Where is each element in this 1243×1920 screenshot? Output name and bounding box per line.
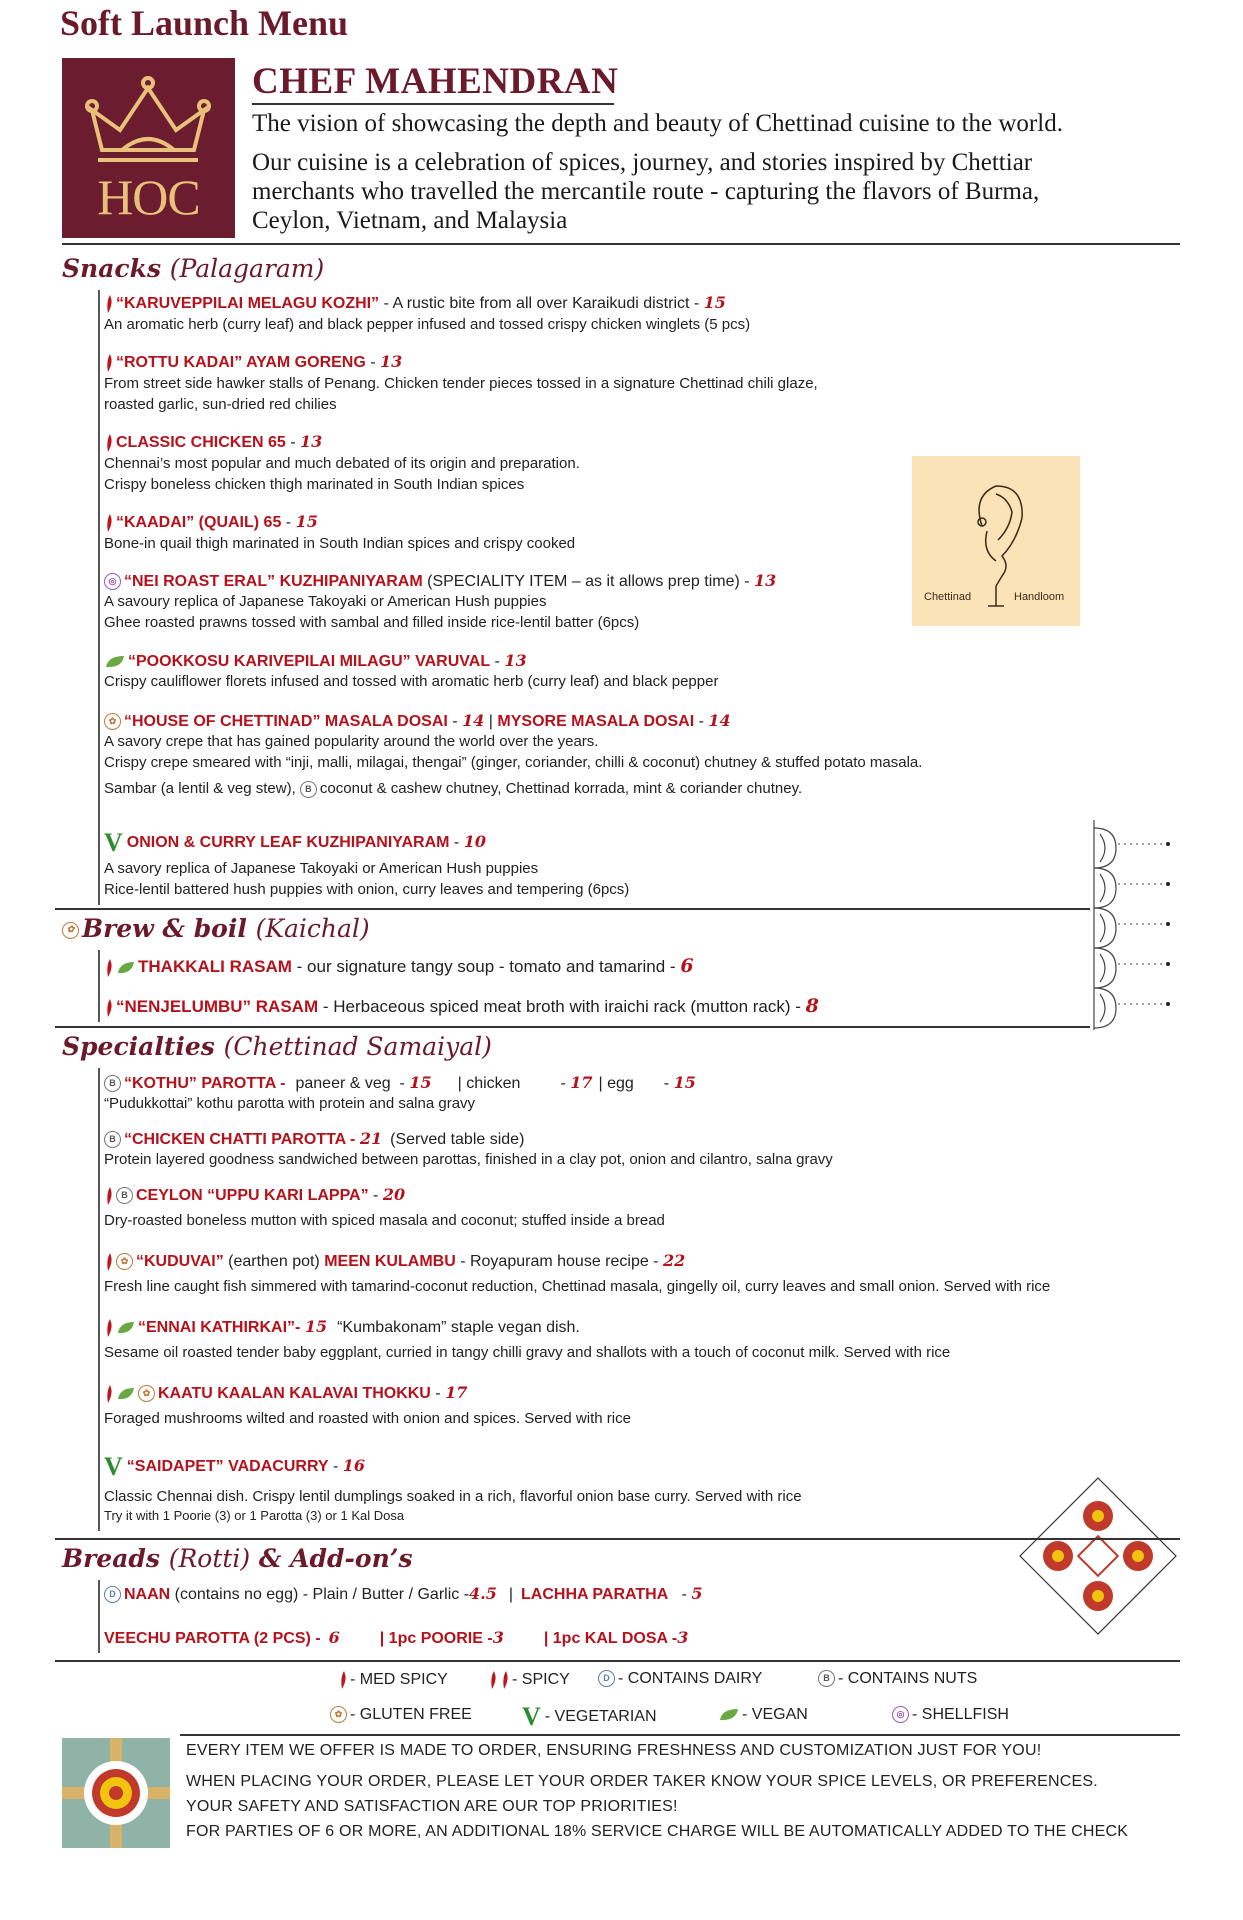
chili-icon: [104, 958, 114, 978]
legend-shellfish: ◎ - SHELLFISH: [892, 1706, 1009, 1724]
nuts-icon: B: [104, 1131, 121, 1148]
legend-med-spicy: - MED SPICY: [338, 1670, 448, 1690]
hoc-logo: [62, 58, 235, 238]
mandala-icon: [62, 1738, 170, 1848]
vegan-leaf-icon: [104, 654, 126, 670]
menu-item: THAKKALI RASAM - our signature tangy soup - tomato and tamarind - 6: [104, 955, 694, 978]
gluten-free-icon: ✿: [116, 1253, 133, 1270]
vegetarian-icon: V: [522, 1702, 541, 1731]
chili-icon: [500, 1670, 510, 1690]
section-bar: [98, 1068, 100, 1531]
mandala-tile: [62, 1738, 170, 1848]
vegan-leaf-icon: [718, 1707, 740, 1723]
menu-item: CLASSIC CHICKEN 65 - 13 Chennai’s most popular and much debated of its origin and preparation. Crispy boneless chicken thigh marinated in South Indian spices: [104, 432, 580, 493]
divider: [55, 1026, 1090, 1028]
vegan-leaf-icon: [116, 960, 136, 976]
menu-item: “KAADAI” (QUAIL) 65 - 15 Bone-in quail thigh marinated in South Indian spices and crispy cooked: [104, 512, 576, 552]
chili-icon: [104, 433, 114, 453]
menu-title: Soft Launch Menu: [60, 3, 349, 43]
section-title-specialties: Specialties (Chettinad Samaiyal): [62, 1032, 492, 1061]
menu-item: B “CHICKEN CHATTI PAROTTA - 21 (Served table side) Protein layered goodness sandwiched between parottas, finished in a clay pot, onion and cilantro, salna gravy: [104, 1129, 833, 1168]
gluten-free-icon: ✿: [104, 713, 121, 730]
footer-notes: EVERY ITEM WE OFFER IS MADE TO ORDER, ENSURING FRESHNESS AND CUSTOMIZATION JUST FOR YOU! WHEN PLACING YOUR ORDER, PLEASE LET YOUR ORDER TAKER KNOW YOUR SPICE LEVELS, OR PREFERENCES. YOUR SAFETY AND SATISFACTION ARE OUR TOP PRIORITIES! FOR PARTIES OF 6 OR MORE, AN ADDITIONAL 18% SERVICE CHARGE WILL BE AUTOMATICALLY ADDED TO THE CHECK: [186, 1742, 1129, 1840]
menu-item: “ENNAI KATHIRKAI”- 15 “Kumbakonam” staple vegan dish. Sesame oil roasted tender baby eggplant, curried in tangy chilli gravy and shallots with a touch of coconut milk. Served with rice: [104, 1317, 951, 1361]
nuts-icon: B: [818, 1670, 835, 1687]
legend-gluten: ✿ - GLUTEN FREE: [330, 1706, 472, 1724]
chili-icon: [104, 1186, 114, 1206]
kolam-decoration: [1018, 1476, 1178, 1636]
menu-item: “KARUVEPPILAI MELAGU KOZHI” - A rustic bite from all over Karaikudi district - 15 An aromatic herb (curry leaf) and black pepper infused and tossed crispy chicken winglets (5 pcs): [104, 293, 751, 333]
vegan-leaf-icon: [116, 1386, 136, 1402]
legend-vegetarian: V - VEGETARIAN: [522, 1702, 657, 1731]
menu-item: “POOKKOSU KARIVEPILAI MILAGU” VARUVAL - 13 Crispy cauliflower florets infused and tossed with aromatic herb (curry leaf) and black pepper: [104, 651, 719, 690]
nuts-icon: B: [104, 1075, 121, 1092]
chettinad-handloom-card: Chettinad Handloom: [912, 456, 1080, 626]
legend-spicy: - SPICY: [488, 1670, 570, 1690]
chef-name: CHEF MAHENDRAN: [252, 61, 619, 102]
gluten-free-icon: ✿: [330, 1706, 347, 1723]
chili-icon: [104, 1318, 114, 1338]
chef-underline: [252, 103, 614, 105]
divider: [55, 1660, 1180, 1662]
menu-item: VEECHU PAROTTA (2 PCS) - 6 | 1pc POORIE -3 | 1pc KAL DOSA -3: [104, 1628, 689, 1647]
section-bar: [98, 950, 100, 1022]
menu-item: ✿ “KUDUVAI” (earthen pot) MEEN KULAMBU - Royapuram house recipe - 22 Fresh line caught fish simmered with tamarind-coconut reduction, Chettinad masala, gingelly oil, curry leaves and small onion. Served with rice: [104, 1251, 1051, 1295]
menu-item: B CEYLON “UPPU KARI LAPPA” - 20 Dry-roasted boneless mutton with spiced masala and coconut; stuffed inside a bread: [104, 1185, 665, 1229]
chili-icon: [104, 353, 114, 373]
chili-icon: [488, 1670, 498, 1690]
vegetarian-icon: V: [104, 828, 123, 857]
divider: [55, 1538, 1180, 1540]
lace-border-decoration: [1086, 820, 1176, 1030]
shellfish-icon: ◎: [892, 1706, 909, 1723]
legend-dairy: D - CONTAINS DAIRY: [598, 1670, 762, 1688]
menu-item: D NAAN (contains no egg) - Plain / Butter / Garlic -4.5 | LACHHA PARATHA - 5: [104, 1584, 703, 1604]
vegetarian-icon: V: [104, 1452, 123, 1481]
menu-item: V “SAIDAPET” VADACURRY - 16 Classic Chennai dish. Crispy lentil dumplings soaked in a rich, flavorful onion base curry. Served with rice Try it with 1 Poorie (3) or 1 Parotta (3) or 1 Kal Dosa: [104, 1452, 802, 1523]
vegan-leaf-icon: [116, 1320, 136, 1336]
menu-item: ◎ “NEI ROAST ERAL” KUZHIPANIYARAM (SPECIALITY ITEM – as it allows prep time) - 13 A savoury replica of Japanese Takoyaki or American Hush puppies Ghee roasted prawns tossed with sambal and filled inside rice-lentil batter (6pcs): [104, 571, 777, 631]
chili-icon: [338, 1670, 348, 1690]
vision-statement: The vision of showcasing the depth and beauty of Chettinad cuisine to the world.: [252, 110, 1063, 137]
gluten-free-icon: ✿: [138, 1385, 155, 1402]
chili-icon: [104, 998, 114, 1018]
dairy-icon: D: [598, 1670, 615, 1687]
section-bar: [98, 290, 100, 905]
section-title-brew: ✿ Brew & boil (Kaichal): [62, 914, 370, 943]
story-text: Our cuisine is a celebration of spices, journey, and stories inspired by Chettiar merchants who travelled the mercantile route - capturing the flavors of Burma, Ceylon, Vietnam, and Malaysia: [252, 149, 1040, 234]
logo-text: HOC: [97, 169, 200, 225]
chili-icon: [104, 1384, 114, 1404]
legend-nuts: B - CONTAINS NUTS: [818, 1670, 977, 1688]
dairy-icon: D: [104, 1586, 121, 1603]
shellfish-icon: ◎: [104, 573, 121, 590]
gluten-free-icon: ✿: [62, 922, 79, 939]
section-bar: [98, 1580, 100, 1653]
section-title-breads: Breads (Rotti) & Add-on’s: [62, 1544, 413, 1573]
chili-icon: [104, 294, 114, 314]
section-title-snacks: Snacks (Palagaram): [62, 254, 325, 283]
divider: [62, 243, 1180, 245]
chili-icon: [104, 513, 114, 533]
nuts-icon: B: [300, 781, 317, 798]
divider: [55, 908, 1090, 910]
menu-item: ✿ “HOUSE OF CHETTINAD” MASALA DOSAI - 14 | MYSORE MASALA DOSAI - 14 A savory crepe that has gained popularity around the world over the years. Crispy crepe smeared with “inji, malli, milagai, thengai” (ginger, coriander, chilli & coconut) chutney & stuffed potato masala. Sambar (a lentil & veg stew), B coconut & cashew chutney, Chettinad korrada, mint & coriander chutney.: [104, 711, 923, 797]
menu-item: VONION & CURRY LEAF KUZHIPANIYARAM - 10 A savory replica of Japanese Takoyaki or American Hush puppies Rice-lentil battered hush puppies with onion, curry leaves and tempering (6pcs): [104, 828, 630, 898]
legend-vegan: - VEGAN: [718, 1706, 808, 1724]
menu-item: “ROTTU KADAI” AYAM GORENG - 13 From street side hawker stalls of Penang. Chicken tender pieces tossed in a signature Chettinad chili glaze, roasted garlic, sun-dried red chilies: [104, 352, 818, 413]
nuts-icon: B: [116, 1187, 133, 1204]
menu-item: ✿ KAATU KAALAN KALAVAI THOKKU - 17 Foraged mushrooms wilted and roasted with onion and spices. Served with rice: [104, 1383, 631, 1427]
divider: [180, 1734, 1180, 1736]
chili-icon: [104, 1252, 114, 1272]
menu-item: B “KOTHU” PAROTTA - paneer & veg - 15 | chicken - 17 | egg - 15 “Pudukkottai” kothu parotta with protein and salna gravy: [104, 1073, 696, 1112]
menu-item: “NENJELUMBU” RASAM - Herbaceous spiced meat broth with iraichi rack (mutton rack) - 8: [104, 995, 819, 1018]
